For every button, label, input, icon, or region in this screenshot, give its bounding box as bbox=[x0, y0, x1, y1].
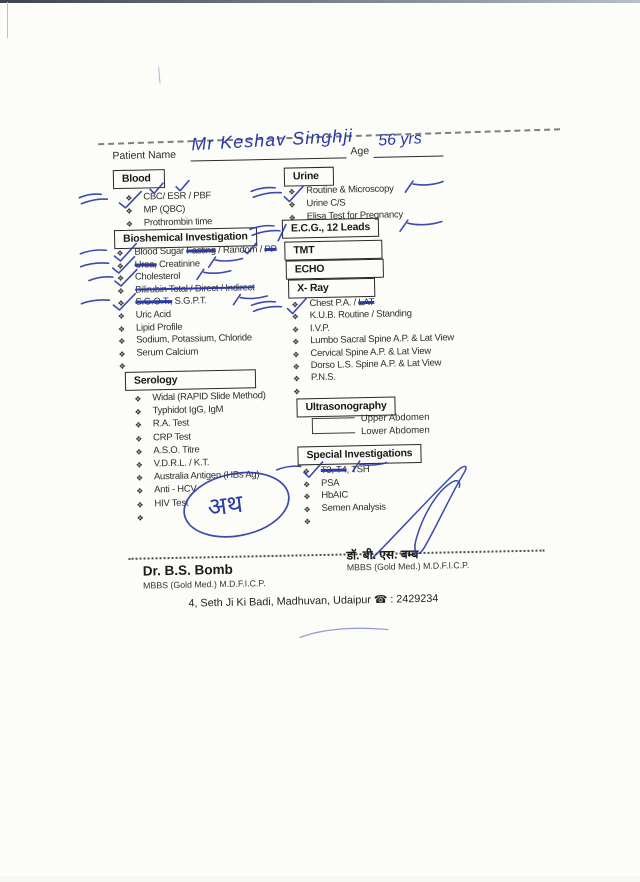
age-label: Age bbox=[350, 145, 369, 157]
bullet-icon: ❖ bbox=[135, 433, 153, 444]
item-text: HIV Test bbox=[154, 498, 188, 509]
bullet-icon: ❖ bbox=[117, 273, 135, 284]
bullet-icon: ❖ bbox=[117, 260, 135, 271]
item-text: Dorso L.S. Spine A.P. & Lat View bbox=[311, 359, 442, 372]
bullet-icon: ❖ bbox=[136, 459, 154, 470]
bullet-icon: ❖ bbox=[116, 248, 134, 259]
item-text: Semen Analysis bbox=[321, 502, 385, 514]
item-text: Typhidot IgG, IgM bbox=[152, 405, 223, 417]
section-ecg-title: E.C.G., 12 Leads bbox=[282, 218, 379, 239]
item-text: Prothrombin time bbox=[144, 217, 213, 229]
section-ultrasonography-title: Ultrasonography bbox=[296, 396, 395, 417]
bullet-icon: ❖ bbox=[119, 361, 137, 372]
bullet-icon: ❖ bbox=[118, 311, 136, 322]
serology-list bbox=[134, 391, 268, 525]
item-empty bbox=[304, 515, 386, 529]
bullet-icon: ❖ bbox=[136, 472, 154, 483]
item-text: Uric Acid bbox=[136, 310, 171, 321]
handwritten-age: 56 yrs bbox=[378, 130, 423, 150]
bullet-icon: ❖ bbox=[125, 205, 143, 216]
bullet-icon: ❖ bbox=[293, 386, 311, 397]
item-text: CBC/ ESR / PBF bbox=[143, 191, 211, 203]
section-blood-title: Blood bbox=[113, 169, 165, 189]
age-line bbox=[374, 155, 444, 157]
patient-name-line bbox=[191, 157, 347, 161]
bullet-icon: ❖ bbox=[303, 504, 321, 515]
handwritten-patient-name: Mr Keshav Singhji bbox=[191, 125, 354, 155]
ultrasound-checkbox-bracket bbox=[312, 417, 355, 434]
bullet-icon: ❖ bbox=[303, 491, 321, 502]
bullet-icon: ❖ bbox=[303, 466, 321, 477]
dotted-separator bbox=[129, 550, 545, 560]
text: S.G.P.T. bbox=[172, 296, 207, 308]
section-urine-title: Urine bbox=[284, 167, 334, 187]
bullet-icon: ❖ bbox=[288, 199, 306, 210]
bullet-icon: ❖ bbox=[118, 323, 136, 334]
struck-text: LAT bbox=[358, 297, 374, 308]
bullet-icon: ❖ bbox=[288, 186, 306, 197]
item-text bbox=[135, 283, 255, 296]
bullet-icon: ❖ bbox=[292, 349, 310, 360]
bullet-icon: ❖ bbox=[293, 374, 311, 385]
check-icon bbox=[176, 181, 189, 191]
item-text bbox=[134, 245, 276, 258]
bullet-icon: ❖ bbox=[137, 512, 155, 523]
item-text: CRP Test bbox=[153, 432, 191, 443]
bullet-icon: ❖ bbox=[126, 218, 144, 229]
bullet-icon: ❖ bbox=[303, 479, 321, 490]
struck-text: PP bbox=[264, 244, 276, 255]
bullet-icon: ❖ bbox=[136, 499, 154, 510]
section-special-title: Special Investigations bbox=[297, 444, 421, 465]
item-text: R.A. Test bbox=[153, 419, 189, 430]
section-xray-title: X- Ray bbox=[288, 278, 375, 299]
item-text: I.V.P. bbox=[310, 324, 330, 335]
blood-list bbox=[125, 191, 212, 232]
special-list bbox=[303, 465, 386, 530]
item-empty bbox=[137, 510, 269, 526]
clinic-address: 4, Seth Ji Ki Badi, Madhuvan, Udaipur ☎ : 2429234 bbox=[143, 591, 483, 611]
handwritten-circled-note: अथ bbox=[206, 486, 245, 524]
item-text: Serum Calcium bbox=[136, 347, 198, 359]
bullet-icon: ❖ bbox=[135, 420, 153, 431]
item-text: K.U.B. Routine / Standing bbox=[310, 310, 412, 323]
section-biochemical-title: Bioshemical Investigation bbox=[114, 227, 257, 249]
item-text: Elisa Test for Pregnancy bbox=[307, 210, 403, 222]
item-text: HbAIC bbox=[321, 491, 348, 502]
patient-name-label: Patient Name bbox=[112, 149, 176, 162]
item-text bbox=[135, 297, 207, 309]
struck-text: Fasting bbox=[186, 245, 216, 257]
item-text: PSA bbox=[321, 478, 339, 489]
item-text: Sodium, Potassium, Chloride bbox=[136, 334, 252, 347]
option-lower-abdomen: Lower Abdomen bbox=[361, 425, 430, 437]
doctor-qualification-english: MBBS (Gold Med.) M.D.F.I.C.P. bbox=[143, 578, 266, 590]
item-text: V.D.R.L. / K.T. bbox=[154, 458, 210, 470]
biochemical-list bbox=[116, 245, 279, 374]
scan-artifact-mark bbox=[159, 67, 160, 83]
item-text: Routine & Microscopy bbox=[306, 184, 394, 196]
bullet-icon: ❖ bbox=[118, 348, 136, 359]
bullet-icon: ❖ bbox=[117, 285, 135, 296]
item-text: MP (QBC) bbox=[143, 205, 185, 216]
section-serology-title: Serology bbox=[125, 369, 256, 391]
item-text: Widal (RAPID Slide Method) bbox=[152, 391, 266, 404]
text: Creatinine bbox=[157, 258, 200, 270]
item-text: Lumbo Sacral Spine A.P. & Lat View bbox=[310, 333, 454, 346]
bullet-icon: ❖ bbox=[291, 299, 309, 310]
doctor-name-english: Dr. B.S. Bomb bbox=[143, 562, 233, 579]
bullet-icon: ❖ bbox=[289, 212, 307, 223]
item-text bbox=[321, 465, 370, 476]
item-text: Anti - HCV bbox=[154, 485, 197, 496]
text: / Random / bbox=[216, 244, 265, 256]
struck-text: S.G.O.T., bbox=[135, 296, 172, 308]
item-text: Lipid Profile bbox=[136, 322, 183, 333]
bullet-icon: ❖ bbox=[125, 193, 143, 204]
struck-text: Bilirubin Total / Direct / Indirect bbox=[135, 282, 255, 295]
text: , TSH bbox=[346, 464, 369, 475]
text: Chest P.A. / bbox=[309, 297, 358, 309]
item-text: Cervical Spine A.P. & Lat View bbox=[310, 346, 431, 359]
doctor-qualification-hindi: MBBS (Gold Med.) M.D.F.I.C.P. bbox=[347, 560, 470, 572]
check-icon bbox=[405, 180, 443, 192]
bullet-icon: ❖ bbox=[293, 361, 311, 372]
option-upper-abdomen: Upper Abdomen bbox=[361, 412, 430, 424]
bullet-icon: ❖ bbox=[134, 407, 152, 418]
bullet-icon: ❖ bbox=[136, 486, 154, 497]
bullet-icon: ❖ bbox=[135, 446, 153, 457]
item-text bbox=[309, 298, 374, 310]
item-text: Australia Antigen (HBs Ag) bbox=[154, 470, 260, 483]
item-text bbox=[135, 259, 200, 271]
xray-list bbox=[291, 296, 455, 398]
doctor-name-hindi: डॉ. बी. एस. बम्ब bbox=[346, 545, 418, 563]
item-text: P.N.S. bbox=[311, 373, 336, 384]
item-text: Urine C/S bbox=[306, 198, 345, 209]
text: Blood Sugar bbox=[134, 246, 186, 258]
item-text: A.S.O. Titre bbox=[153, 445, 199, 456]
item-text: Cholesterol bbox=[135, 272, 181, 283]
struck-text: T3, T4 bbox=[321, 464, 347, 476]
struck-text: Urea, bbox=[135, 259, 157, 270]
section-echo-title: ECHO bbox=[286, 259, 384, 280]
check-icon bbox=[400, 220, 442, 232]
bullet-icon: ❖ bbox=[134, 393, 152, 404]
bullet-icon: ❖ bbox=[304, 516, 322, 527]
bullet-icon: ❖ bbox=[292, 336, 310, 347]
bullet-icon: ❖ bbox=[292, 324, 310, 335]
stray-pen-mark bbox=[300, 628, 388, 638]
section-tmt-title: TMT bbox=[284, 240, 382, 261]
bullet-icon: ❖ bbox=[117, 298, 135, 309]
bullet-icon: ❖ bbox=[118, 336, 136, 347]
bullet-icon: ❖ bbox=[292, 312, 310, 323]
